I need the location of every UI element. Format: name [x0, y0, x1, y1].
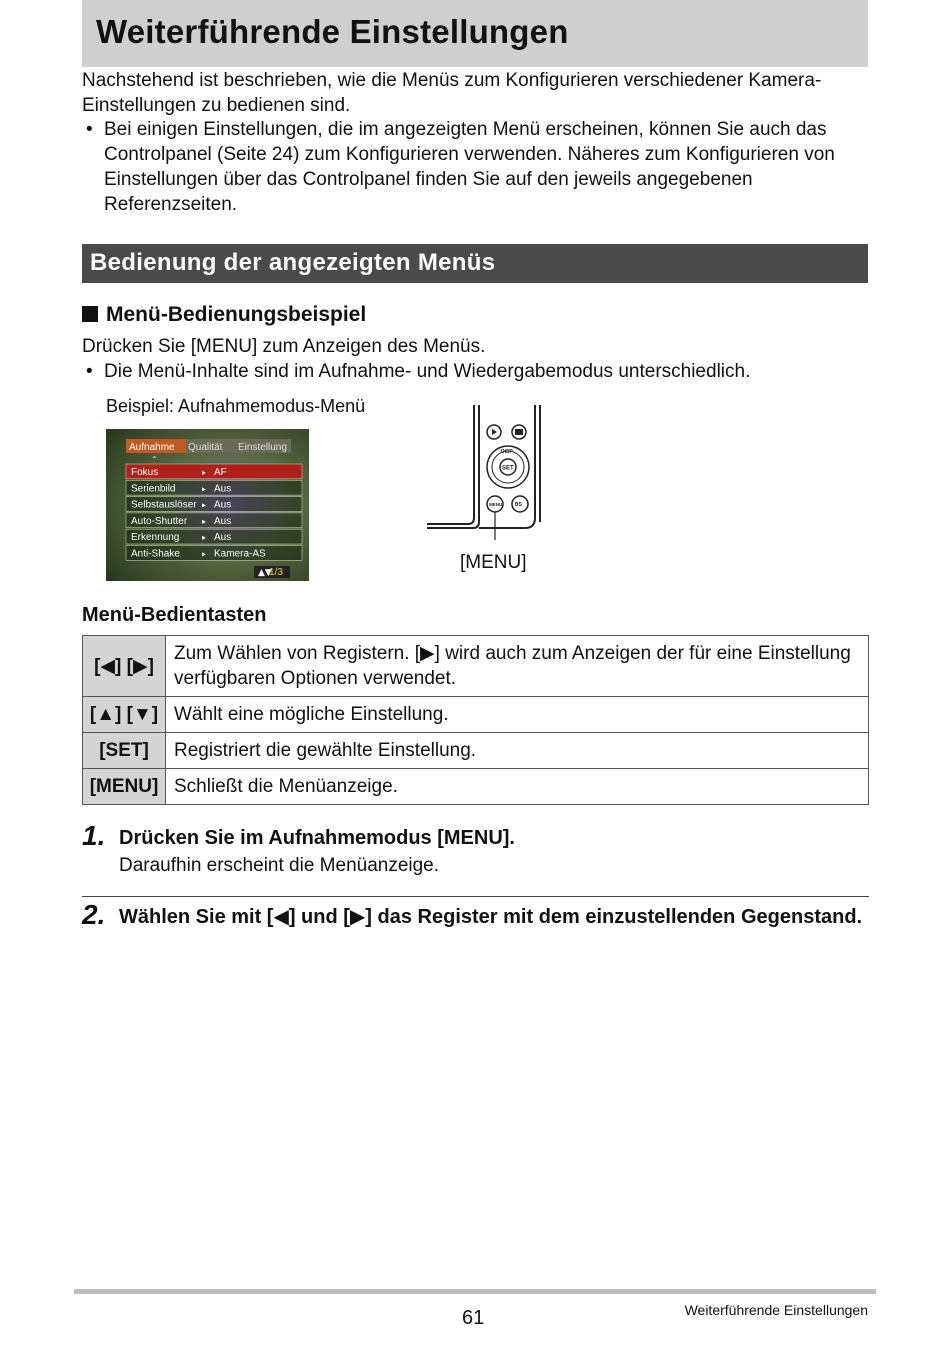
square-bullet-icon [82, 306, 98, 322]
chevron-right-icon: ▸ [202, 500, 207, 510]
key-cell: [▲] [▼] [83, 697, 166, 733]
chevron-right-icon: ▸ [202, 549, 207, 559]
divider [82, 896, 869, 897]
example-text-block [82, 334, 872, 384]
example-text: Drücken Sie [MENU] zum Anzeigen des Menüs. [82, 336, 486, 357]
step-number: 1. [82, 820, 106, 851]
step-1 [82, 820, 872, 878]
page-title: Weiterführende Einstellungen [96, 13, 569, 50]
page-number: 61 [462, 1307, 485, 1329]
title-bar [82, 0, 868, 67]
screen-row-value: Kamera-AS [214, 548, 266, 560]
camera-body-outline-outer [427, 405, 479, 528]
chevron-right-icon: ▸ [202, 533, 207, 543]
screen-row-label: Fokus [131, 467, 159, 478]
section-bar [82, 244, 868, 283]
table-heading: Menü-Bedientasten [82, 604, 267, 626]
step-2 [82, 899, 872, 930]
footer-title: Weiterführende Einstellungen [684, 1302, 868, 1318]
disp-label: DISP [501, 449, 513, 455]
desc-cell: Wählt eine mögliche Einstellung. [166, 697, 869, 733]
step-instruction: Wählen Sie mit [◀] und [▶] das Register mit dem einzustellenden Gegenstand. [119, 906, 863, 928]
menu-keys-table [82, 635, 869, 805]
camera-body-outline-inner [427, 405, 474, 524]
step-number: 2. [82, 899, 106, 930]
key-cell: [MENU] [83, 769, 166, 805]
intro-paragraph: Nachstehend ist beschrieben, wie die Menüs zum Konfigurieren verschiedener Kamera-Einstellungen zu bedienen sind. [82, 70, 822, 116]
camera-icon [515, 429, 523, 435]
up-down-icon: ▲▼ [258, 568, 272, 578]
example-heading [82, 303, 366, 327]
menu-callout: [MENU] [460, 552, 527, 573]
desc-cell: Schließt die Menüanzeige. [166, 769, 869, 805]
example-label: Beispiel: Aufnahmemodus-Menü [106, 396, 366, 416]
step-instruction: Drücken Sie im Aufnahmemodus [MENU]. [119, 827, 515, 849]
example-heading-text: Menü-Bedienungsbeispiel [106, 303, 367, 326]
screen-row-label: Anti-Shake [131, 548, 180, 560]
intro [82, 69, 872, 217]
set-button-label: SET [502, 465, 514, 472]
table-row [83, 769, 869, 805]
step-description: Daraufhin erscheint die Menüanzeige. [119, 855, 440, 876]
tab-qualitaet: Qualität [188, 442, 223, 453]
screen-row-label: Erkennung [131, 532, 180, 544]
section-title: Bedienung der angezeigten Menüs [90, 249, 496, 276]
screen-row-value: AF [214, 467, 227, 478]
chevron-right-icon: ▸ [202, 516, 207, 526]
page-indicator: 1/3 [269, 567, 283, 578]
screen-row-label: Auto-Shutter [131, 515, 188, 527]
tab-aufnahme: Aufnahme [129, 442, 175, 453]
key-cell: [◀] [▶] [83, 636, 166, 697]
table-row [83, 733, 869, 769]
menu-screen-illustration [106, 429, 309, 581]
table-row [83, 697, 869, 733]
chevron-right-icon: ▸ [202, 468, 207, 477]
table-row [83, 636, 869, 697]
menu-button-label: MENU [489, 502, 503, 507]
scroll-up-icon: ⌃ [151, 455, 158, 464]
camera-illustration [422, 400, 552, 540]
screen-row-value: Aus [214, 532, 232, 544]
intro-bullet: • Bei einigen Einstellungen, die im angezeigten Menü erscheinen, können Sie auch das Controlpanel (Seite 24) zum Konfigurieren verwenden. Näheres zum Konfigurieren von Einstellungen über das Controlpanel finden Sie auf den jeweils angegebenen Referenzseiten. [82, 118, 872, 217]
bs-button-label: BS [515, 502, 522, 508]
screen-row-value: Aus [214, 515, 232, 527]
footer-rule [74, 1289, 876, 1294]
desc-cell: Zum Wählen von Registern. [▶] wird auch zum Anzeigen der für eine Einstellung verfügbaren Optionen verwendet. [166, 636, 869, 697]
desc-cell: Registriert die gewählte Einstellung. [166, 733, 869, 769]
screen-row-value: Aus [214, 499, 232, 511]
screen-row-label: Serienbild [131, 483, 176, 495]
screen-row-value: Aus [214, 483, 232, 495]
tab-einstellung: Einstellung [238, 442, 287, 453]
example-bullet: • Die Menü-Inhalte sind im Aufnahme- und Wiedergabemodus unterschiedlich. [82, 359, 872, 384]
key-cell: [SET] [83, 733, 166, 769]
screen-row-label: Selbstauslöser [131, 499, 197, 511]
chevron-right-icon: ▸ [202, 484, 207, 494]
